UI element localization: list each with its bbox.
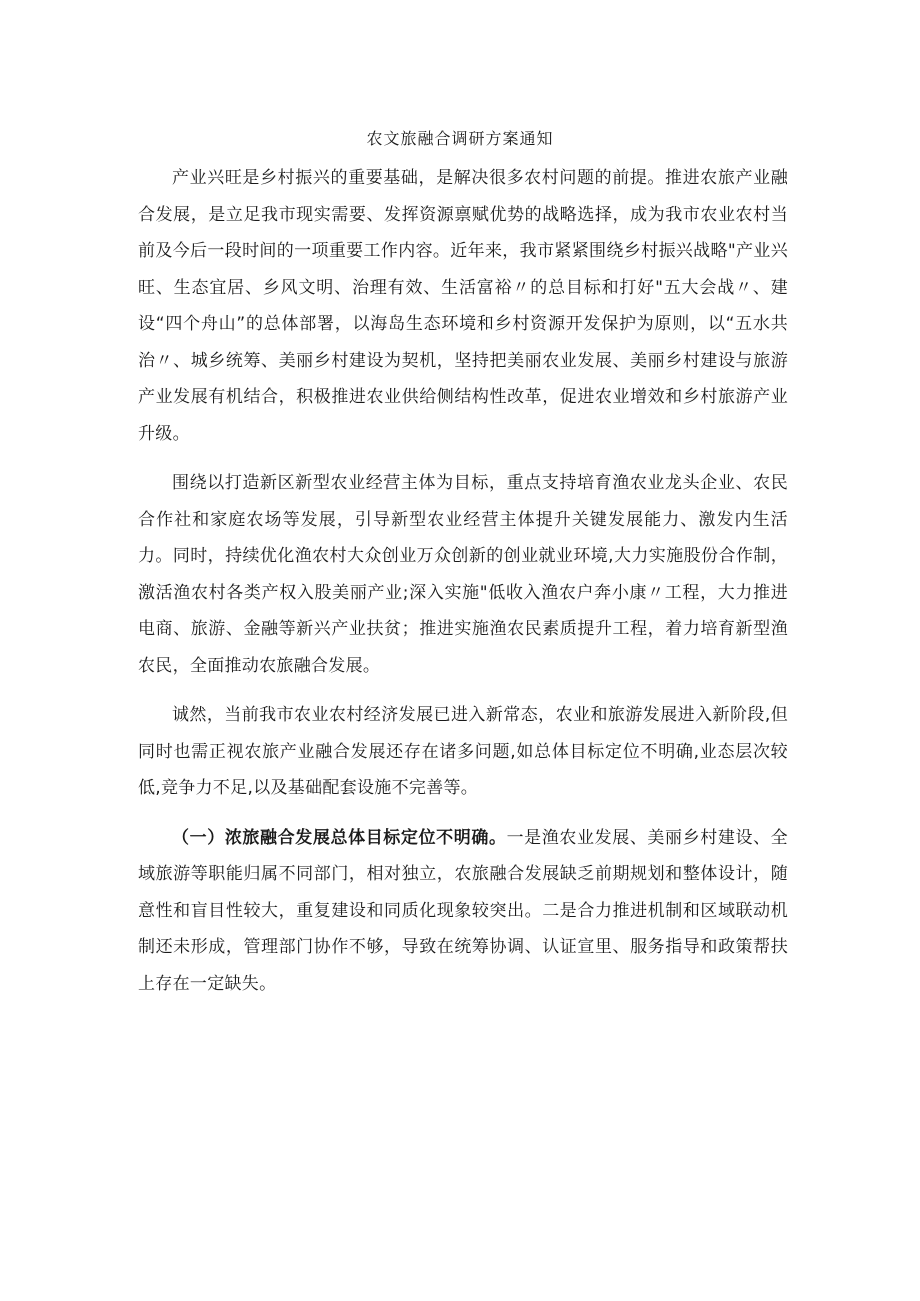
paragraph-2: 围绕以打造新区新型农业经营主体为目标，重点支持培育渔农业龙头企业、农民合作社和家庭农场等发展，引导新型农业经营主体提升关键发展能力、激发内生活力。同时，持续优化渔农村大众创业万众创新的创业就业环境,大力实施股份合作制，激活渔农村各类产权入股美丽产业;深入实施"低收入渔农户奔小康〃工程，大力推进电商、旅游、金融等新兴产业扶贫；推进实施渔农民素质提升工程，着力培育新型渔农民，全面推动农旅融合发展。 [138,473,788,676]
document-body [138,160,788,1002]
section-one-text: 一是渔农业发展、美丽乡村建设、全域旅游等职能归属不同部门，相对独立，农旅融合发展缺乏前期规划和整体设计，随意性和盲目性较大，重复建设和同质化现象较突出。二是合力推进机制和区域联动机制还未形成，管理部门协作不够，导致在统筹协调、认证宣里、服务指导和政策帮扶上存在一定缺失。 [138,827,788,994]
paragraph-1: 产业兴旺是乡村振兴的重要基础，是解决很多农村问题的前提。推进农旅产业融合发展，是立足我市现实需要、发挥资源禀赋优势的战略选择，成为我市农业农村当前及今后一段时间的一项重要工作内容。近年来，我市紧紧围绕乡村振兴战略"产业兴旺、生态宜居、乡风文明、治理有效、生活富裕〃的总目标和打好"五大会战〃、建设“四个舟山”的总体部署，以海岛生态环境和乡村资源开发保护为原则，以“五水共治〃、城乡统筹、美丽乡村建设为契机，坚持把美丽农业发展、美丽乡村建设与旅游产业发展有机结合，积极推进农业供给侧结构性改革，促进农业增效和乡村旅游产业升级。 [138,168,788,444]
section-one-heading: （一）浓旅融合发展总体目标定位不明确。 [172,827,507,848]
paragraph-3: 诚然，当前我市农业农村经济发展已进入新常态，农业和旅游发展进入新阶段,但同时也需正视农旅产业融合发展还存在诸多问题,如总体目标定位不明确,业态层次较低,竞争力不足,以及基础配套设施不完善等。 [138,705,788,798]
document-title: 农文旅融合调研方案通知 [366,129,554,148]
paragraph-section-one [138,820,788,1003]
